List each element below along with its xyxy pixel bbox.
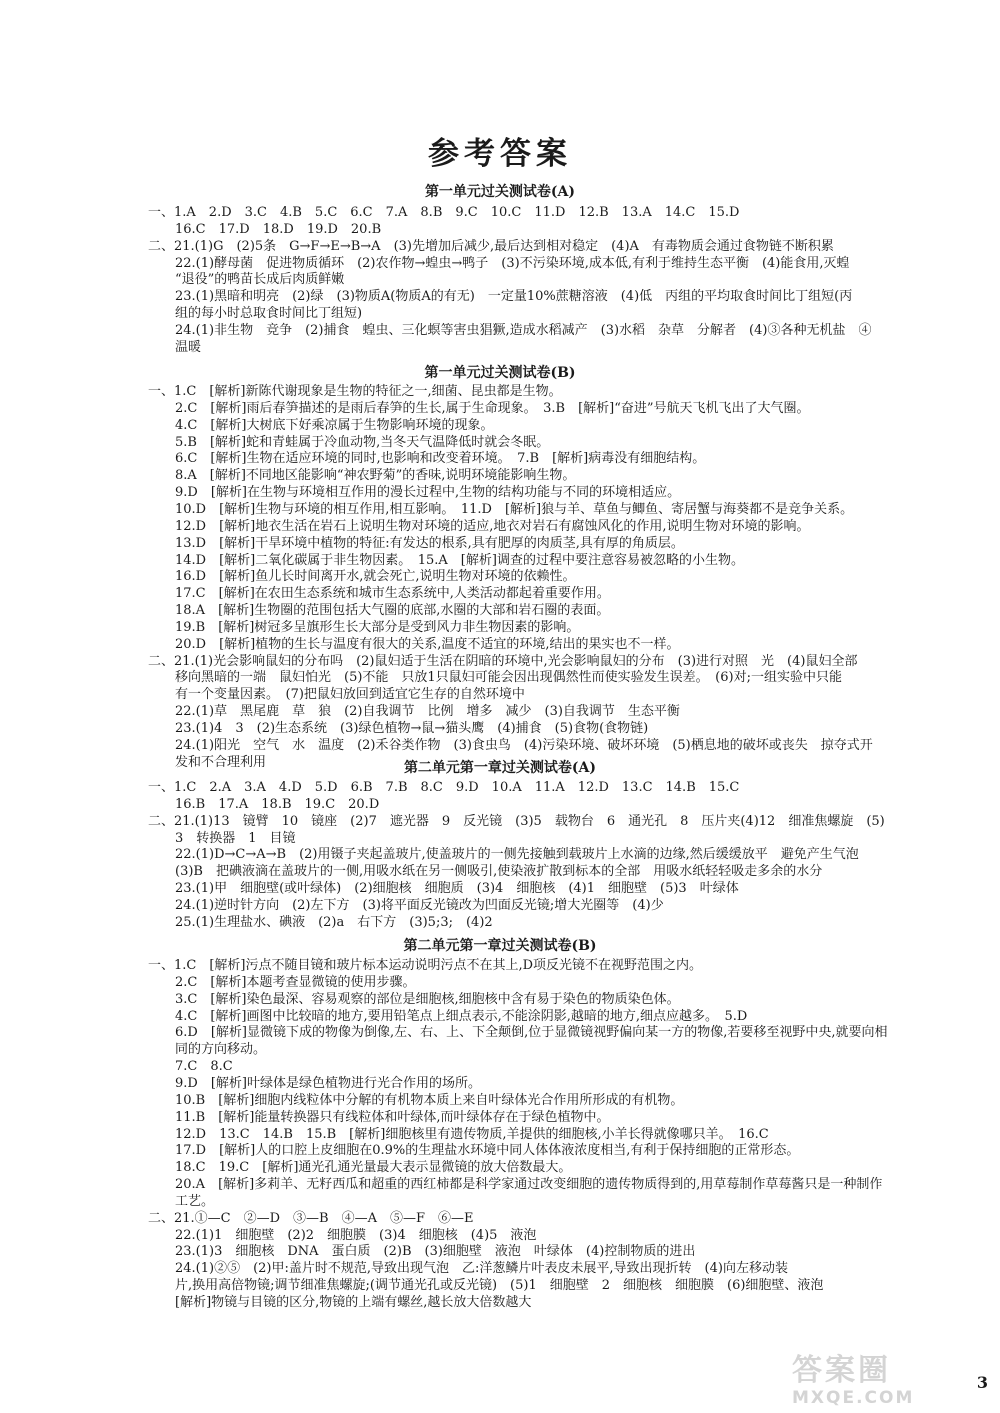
- answer-line: 温暖: [175, 339, 202, 355]
- answer-line: 片,换用高倍物镜;调节细准焦螺旋;(调节通光孔或反光镜) (5)1 细胞壁 2 细胞核 细胞膜 (6)细胞壁、液泡: [175, 1278, 824, 1294]
- answer-line: 19.B [解析]树冠多呈旗形生长大部分是受到风力非生物因素的影响。: [175, 619, 580, 635]
- answer-line: 9.D [解析]叶绿体是绿色植物进行光合作用的场所。: [175, 1075, 481, 1091]
- answer-line: 24.(1)②⑤ (2)甲:盖片时不规范,导致出现气泡 乙:洋葱鳞片叶表皮未展平,导致出现折转 (4)向左移动装: [175, 1261, 788, 1277]
- answer-line: 24.(1)阳光 空气 水 温度 (2)禾谷类作物 (3)食虫鸟 (4)污染环境、破坏环境 (5)栖息地的破坏或丧失 掠夺式开: [175, 737, 873, 753]
- section-heading: 第二单元第一章过关测试卷(B): [403, 938, 597, 954]
- watermark-logo: [792, 1353, 987, 1411]
- answer-line: [解析]物镜与目镜的区分,物镜的上端有螺丝,越长放大倍数越大: [175, 1295, 532, 1310]
- answer-line: 6.D [解析]显微镜下成的物像为倒像,左、右、上、下全颠倒,位于显微镜视野偏向某一方的物像,若要移至视野中央,就要向相: [175, 1025, 888, 1041]
- answer-line: 组的每小时总取食时间比丁组短): [175, 306, 363, 322]
- answer-line: “退役”的鸭苗长成后肉质鲜嫩: [175, 272, 345, 288]
- answer-line: 二、21.(1)G (2)5条 G→F→E→B→A (3)先增加后减少,最后达到相对稳定 (4)A 有毒物质会通过食物链不断积累: [148, 238, 834, 254]
- answer-line: 5.B [解析]蛇和青蛙属于冷血动物,当冬天气温降低时就会冬眠。: [175, 434, 550, 450]
- answer-line: 18.C 19.C [解析]通光孔通光量最大表示显微镜的放大倍数最大。: [175, 1160, 572, 1176]
- answer-line: 25.(1)生理盐水、碘液 (2)a 右下方 (3)5;3; (4)2: [175, 914, 493, 930]
- answer-line: 11.B [解析]能量转换器只有线粒体和叶绿体,而叶绿体存在于绿色植物中。: [175, 1109, 610, 1125]
- answer-line: 16.B 17.A 18.B 19.C 20.D: [175, 796, 380, 812]
- answer-line: 12.D [解析]地衣生活在岩石上说明生物对环境的适应,地衣对岩石有腐蚀风化的作用,说明生物对环境的影响。: [175, 518, 810, 534]
- answer-line: 17.C [解析]在农田生态系统和城市生态系统中,人类活动都起着重要作用。: [175, 586, 610, 602]
- answer-line: 10.B [解析]细胞内线粒体中分解的有机物本质上来自叶绿体光合作用所形成的有机物。: [175, 1092, 684, 1108]
- answer-line: 22.(1)D→C→A→B (2)用镊子夹起盖玻片,使盖玻片的一侧先接触到载玻片上水滴的边缘,然后缓缓放平 避免产生气泡: [175, 847, 859, 863]
- answer-line: 24.(1)逆时针方向 (2)左下方 (3)将平面反光镜改为凹面反光镜;增大光圈等 (4)少: [175, 897, 664, 913]
- answer-line: 20.A [解析]多莉羊、无籽西瓜和超重的西红柿都是科学家通过改变细胞的遗传物质得到的,用草莓制作草莓酱只是一种制作: [175, 1177, 883, 1193]
- answer-line: 7.C 8.C: [175, 1059, 233, 1075]
- answer-line: 工艺。: [175, 1193, 215, 1209]
- answer-line: 8.A [解析]不同地区能影响“神农野菊”的香味,说明环境能影响生物。: [175, 468, 576, 484]
- answer-line: 16.C 17.D 18.D 19.D 20.B: [175, 221, 382, 237]
- answer-line: 12.D 13.C 14.B 15.B [解析]细胞核里有遗传物质,羊提供的细胞核,小羊长得就像哪只羊。 16.C: [175, 1126, 769, 1142]
- section-heading: 第一单元过关测试卷(B): [424, 365, 576, 381]
- answer-line: 一、1.A 2.D 3.C 4.B 5.C 6.C 7.A 8.B 9.C 10.C 11.D 12.B 13.A 14.C 15.D: [148, 205, 740, 220]
- page-number: 3: [976, 1373, 988, 1392]
- answer-line: 24.(1)非生物 竞争 (2)捕食 蝗虫、三化螟等害虫猖獗,造成水稻减产 (3)水稻 杂草 分解者 (4)③各种无机盐 ④: [175, 322, 872, 338]
- answer-line: 4.C [解析]大树底下好乘凉属于生物影响环境的现象。: [175, 417, 494, 433]
- answer-line: 10.D [解析]生物与环境的相互作用,相互影响。 11.D [解析]狼与羊、草鱼与鲫鱼、寄居蟹与海葵都不是竞争关系。: [175, 501, 854, 517]
- answer-line: 14.D [解析]二氧化碳属于非生物因素。 15.A [解析]调查的过程中要注意容易被忽略的小生物。: [175, 552, 744, 568]
- answer-line: 一、1.C 2.A 3.A 4.D 5.D 6.B 7.B 8.C 9.D 10.A 11.A 12.D 13.C 14.B 15.C: [148, 780, 740, 795]
- answer-line: 二、21.(1)光会影响鼠妇的分布吗 (2)鼠妇适于生活在阴暗的环境中,光会影响鼠妇的分布 (3)进行对照 光 (4)鼠妇全部: [148, 653, 858, 669]
- answer-line: 发和不合理利用: [175, 754, 267, 770]
- answer-line: (3)B 把碘液滴在盖玻片的一侧,用吸水纸在另一侧吸引,使染液扩散到标本的全部 用吸水纸轻轻吸走多余的水分: [175, 864, 823, 880]
- answer-line: 17.D [解析]人的口腔上皮细胞在0.9%的生理盐水环境中同人体体液浓度相当,有利于保持细胞的正常形态。: [175, 1143, 800, 1159]
- answer-line: 二、21.(1)13 镜臂 10 镜座 (2)7 遮光器 9 反光镜 (3)5 载物台 6 通光孔 8 压片夹(4)12 细准焦螺旋 (5): [148, 813, 885, 829]
- section-heading: 第二单元第一章过关测试卷(A): [403, 760, 597, 776]
- answer-line: 移向黑暗的一端 鼠妇怕光 (5)不能 只放1只鼠妇可能会因出现偶然性而使实验发生误差。 (6)对;一组实验中只能: [175, 670, 842, 686]
- answer-line: 3 转换器 1 目镜: [175, 830, 296, 846]
- answer-line: 13.D [解析]干旱环境中植物的特征:有发达的根系,具有肥厚的肉质茎,具有厚的角质层。: [175, 535, 684, 551]
- answer-line: 2.C [解析]雨后春笋描述的是雨后春笋的生长,属于生命现象。 3.B [解析]“奋进”号航天飞机飞出了大气圈。: [175, 400, 810, 416]
- answer-line: 18.A [解析]生物圈的范围包括大气圈的底部,水圈的大部和岩石圈的表面。: [175, 603, 610, 619]
- answer-line: 6.C [解析]生物在适应环境的同时,也影响和改变着环境。 7.B [解析]病毒没有细胞结构。: [175, 451, 706, 467]
- answer-line: 23.(1)3 细胞核 DNA 蛋白质 (2)B (3)细胞壁 液泡 叶绿体 (4)控制物质的进出: [175, 1244, 696, 1260]
- watermark-brand: 答案圈: [792, 1353, 891, 1388]
- answer-line: 二、21.①—C ②—D ③—B ④—A ⑤—F ⑥—E: [148, 1210, 474, 1226]
- answer-line: 23.(1)4 3 (2)生态系统 (3)绿色植物→鼠→猫头鹰 (4)捕食 (5)食物(食物链): [175, 721, 649, 736]
- answer-line: 23.(1)甲 细胞壁(或叶绿体) (2)细胞核 细胞质 (3)4 细胞核 (4)1 细胞壁 (5)3 叶绿体: [175, 881, 739, 897]
- answer-line: 22.(1)1 细胞壁 (2)2 细胞膜 (3)4 细胞核 (4)5 液泡: [175, 1227, 537, 1243]
- answer-line: 22.(1)酵母菌 促进物质循环 (2)农作物→蝗虫→鸭子 (3)不污染环境,成本低,有利于维持生态平衡 (4)能食用,灭蝗: [175, 255, 850, 271]
- answer-line: 3.C [解析]染色最深、容易观察的部位是细胞核,细胞核中含有易于染色的物质染色体。: [175, 991, 680, 1007]
- answer-line: 2.C [解析]本题考查显微镜的使用步骤。: [175, 974, 416, 990]
- answer-line: 一、1.C [解析]污点不随目镜和玻片标本运动说明污点不在其上,D项反光镜不在视野范围之内。: [148, 958, 703, 973]
- answer-line: 同的方向移动。: [175, 1042, 267, 1058]
- watermark-url: MXQE.COM: [792, 1388, 915, 1408]
- page-title: 参考答案: [428, 136, 572, 172]
- section-heading: 第一单元过关测试卷(A): [424, 184, 576, 200]
- answer-line: 一、1.C [解析]新陈代谢现象是生物的特征之一,细菌、昆虫都是生物。: [148, 384, 562, 399]
- answer-line: 9.D [解析]在生物与环境相互作用的漫长过程中,生物的结构功能与不同的环境相适应。: [175, 485, 681, 501]
- answer-line: 16.D [解析]鱼儿长时间离开水,就会死亡,说明生物对环境的依赖性。: [175, 569, 576, 585]
- answer-line: 22.(1)草 黑尾鹿 草 狼 (2)自我调节 比例 增多 减少 (3)自我调节 生态平衡: [175, 704, 680, 720]
- answer-line: 4.C [解析]画图中比较暗的地方,要用铅笔点上细点表示,不能涂阴影,越暗的地方,细点应越多。 5.D: [175, 1008, 748, 1024]
- answer-line: 23.(1)黑暗和明亮 (2)绿 (3)物质A(物质A的有无) 一定量10%蔗糖溶液 (4)低 丙组的平均取食时间比丁组短(丙: [175, 289, 853, 305]
- answer-line: 20.D [解析]植物的生长与温度有很大的关系,温度不适宜的环境,结出的果实也不一样。: [175, 636, 680, 652]
- answer-line: 有一个变量因素。 (7)把鼠妇放回到适宜它生存的自然环境中: [175, 687, 525, 703]
